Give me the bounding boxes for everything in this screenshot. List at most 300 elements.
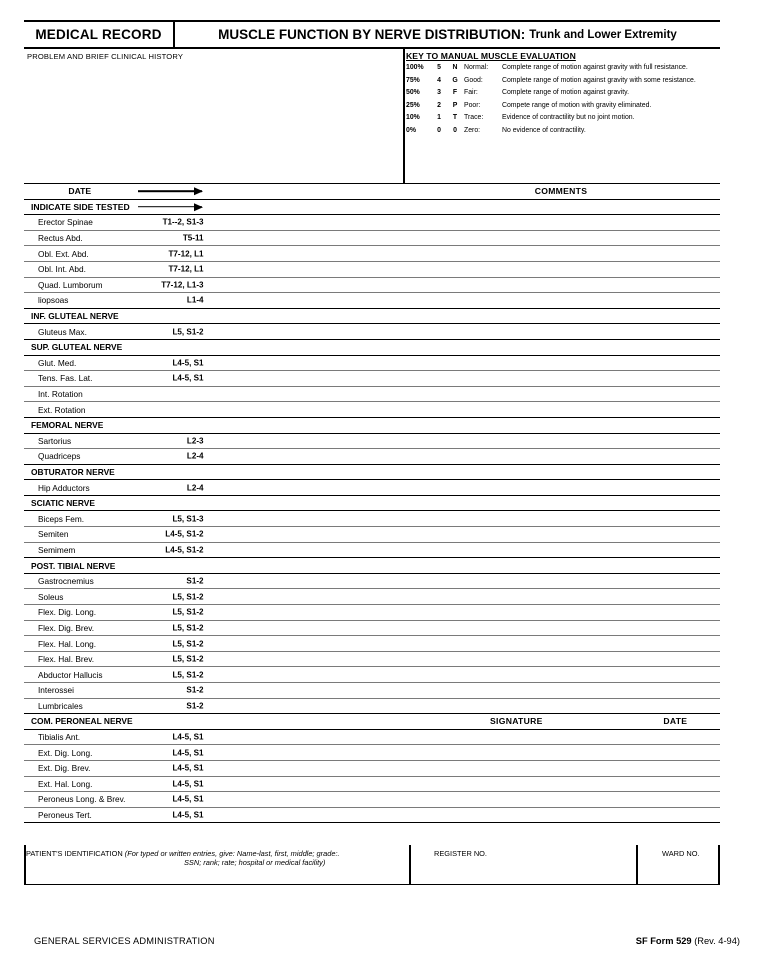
grid-cell[interactable] bbox=[370, 277, 402, 293]
grid-cell[interactable] bbox=[242, 402, 274, 418]
grid-cell[interactable] bbox=[274, 558, 306, 574]
grid-cell[interactable] bbox=[306, 792, 338, 808]
grid-cell[interactable] bbox=[242, 760, 274, 776]
grid-cell[interactable] bbox=[242, 215, 274, 231]
comments-area-cell[interactable] bbox=[402, 371, 720, 387]
grid-cell[interactable] bbox=[274, 386, 306, 402]
grid-cell[interactable] bbox=[210, 277, 242, 293]
grid-cell[interactable] bbox=[242, 417, 274, 433]
grid-cell[interactable] bbox=[338, 293, 370, 309]
form-title-bar bbox=[24, 20, 720, 49]
grid-cell[interactable] bbox=[370, 573, 402, 589]
grid-cell[interactable] bbox=[306, 605, 338, 621]
comments-area-cell[interactable] bbox=[402, 573, 720, 589]
grid-cell[interactable] bbox=[210, 386, 242, 402]
grid-cell[interactable] bbox=[338, 729, 370, 745]
grid-cell[interactable] bbox=[306, 464, 338, 480]
grid-cell[interactable] bbox=[210, 729, 242, 745]
grid-cell[interactable] bbox=[274, 683, 306, 699]
grid-cell[interactable] bbox=[274, 464, 306, 480]
comments-area-cell[interactable] bbox=[402, 215, 720, 231]
grid-cell[interactable] bbox=[210, 495, 242, 511]
grid-cell[interactable] bbox=[274, 776, 306, 792]
grid-cell[interactable] bbox=[338, 698, 370, 714]
grid-cell[interactable] bbox=[370, 527, 402, 543]
key-grade-name: Zero: bbox=[464, 126, 481, 134]
grid-cell[interactable] bbox=[338, 495, 370, 511]
comments-area-cell[interactable] bbox=[402, 605, 720, 621]
grid-cell[interactable] bbox=[242, 355, 274, 371]
grid-cell[interactable] bbox=[338, 386, 370, 402]
grid-cell[interactable] bbox=[274, 573, 306, 589]
grid-cell[interactable] bbox=[370, 714, 402, 730]
grid-cell[interactable] bbox=[210, 527, 242, 543]
grid-cell[interactable] bbox=[242, 714, 274, 730]
grid-cell[interactable] bbox=[210, 636, 242, 652]
grid-cell[interactable] bbox=[210, 230, 242, 246]
grid-cell[interactable] bbox=[274, 371, 306, 387]
comments-area-cell[interactable] bbox=[402, 636, 720, 652]
grid-cell[interactable] bbox=[242, 511, 274, 527]
grid-cell[interactable] bbox=[306, 714, 338, 730]
grid-cell[interactable] bbox=[338, 324, 370, 340]
grid-cell[interactable] bbox=[210, 558, 242, 574]
grid-cell[interactable] bbox=[274, 542, 306, 558]
grid-cell[interactable] bbox=[370, 386, 402, 402]
grid-cell[interactable] bbox=[274, 729, 306, 745]
grid-cell[interactable] bbox=[306, 449, 338, 465]
grid-cell[interactable] bbox=[370, 636, 402, 652]
grid-cell[interactable] bbox=[370, 417, 402, 433]
grid-cell[interactable] bbox=[242, 433, 274, 449]
comments-area-cell[interactable] bbox=[402, 527, 720, 543]
grid-cell[interactable] bbox=[338, 433, 370, 449]
grid-cell[interactable] bbox=[242, 667, 274, 683]
grid-cell[interactable] bbox=[242, 308, 274, 324]
grid-cell[interactable] bbox=[370, 760, 402, 776]
grid-cell[interactable] bbox=[210, 480, 242, 496]
grid-cell[interactable] bbox=[370, 215, 402, 231]
comments-area-cell[interactable] bbox=[402, 651, 720, 667]
grid-cell[interactable] bbox=[274, 698, 306, 714]
grid-cell[interactable] bbox=[242, 199, 274, 215]
grid-cell[interactable] bbox=[338, 402, 370, 418]
grid-cell[interactable] bbox=[210, 776, 242, 792]
row-nerve-level: S1-2 bbox=[186, 685, 204, 695]
grid-cell[interactable] bbox=[306, 683, 338, 699]
grid-cell[interactable] bbox=[306, 511, 338, 527]
grid-cell[interactable] bbox=[306, 776, 338, 792]
grid-cell[interactable] bbox=[370, 199, 402, 215]
grid-cell[interactable] bbox=[210, 698, 242, 714]
comments-area-cell[interactable] bbox=[402, 464, 720, 480]
grid-cell[interactable] bbox=[338, 464, 370, 480]
grid-cell[interactable] bbox=[210, 246, 242, 262]
grid-cell[interactable] bbox=[306, 745, 338, 761]
signature-date-entry-cell[interactable] bbox=[631, 807, 720, 823]
grid-cell[interactable] bbox=[370, 293, 402, 309]
grid-cell[interactable] bbox=[370, 433, 402, 449]
grid-cell[interactable] bbox=[210, 807, 242, 823]
grid-cell[interactable] bbox=[242, 776, 274, 792]
grid-cell[interactable] bbox=[242, 449, 274, 465]
grid-cell[interactable] bbox=[274, 293, 306, 309]
grid-cell[interactable] bbox=[370, 589, 402, 605]
grid-cell[interactable] bbox=[338, 215, 370, 231]
grid-cell[interactable] bbox=[242, 495, 274, 511]
comments-area-cell[interactable] bbox=[402, 558, 720, 574]
comments-area-cell[interactable] bbox=[402, 402, 720, 418]
grid-cell[interactable] bbox=[274, 636, 306, 652]
grid-cell[interactable] bbox=[274, 745, 306, 761]
grid-cell[interactable] bbox=[370, 620, 402, 636]
grid-cell[interactable] bbox=[306, 760, 338, 776]
grid-cell[interactable] bbox=[274, 184, 306, 200]
grid-cell[interactable] bbox=[274, 339, 306, 355]
grid-cell[interactable] bbox=[370, 667, 402, 683]
grid-cell[interactable] bbox=[338, 760, 370, 776]
grid-cell[interactable] bbox=[370, 324, 402, 340]
grid-cell[interactable] bbox=[242, 558, 274, 574]
grid-cell[interactable] bbox=[338, 308, 370, 324]
grid-cell[interactable] bbox=[210, 199, 242, 215]
grid-cell[interactable] bbox=[210, 371, 242, 387]
grid-cell[interactable] bbox=[210, 449, 242, 465]
grid-cell[interactable] bbox=[274, 511, 306, 527]
comments-area-cell[interactable] bbox=[402, 620, 720, 636]
comments-area-cell[interactable] bbox=[402, 324, 720, 340]
grid-cell[interactable] bbox=[242, 698, 274, 714]
grid-cell[interactable] bbox=[370, 308, 402, 324]
grid-cell[interactable] bbox=[338, 620, 370, 636]
grid-cell[interactable] bbox=[370, 792, 402, 808]
grid-cell[interactable] bbox=[338, 511, 370, 527]
grid-cell[interactable] bbox=[242, 589, 274, 605]
grid-cell[interactable] bbox=[210, 542, 242, 558]
grid-cell[interactable] bbox=[274, 667, 306, 683]
grid-cell[interactable] bbox=[306, 308, 338, 324]
grid-cell[interactable] bbox=[306, 230, 338, 246]
grid-cell[interactable] bbox=[274, 589, 306, 605]
grid-cell[interactable] bbox=[338, 261, 370, 277]
grid-cell[interactable] bbox=[338, 745, 370, 761]
grid-cell[interactable] bbox=[242, 339, 274, 355]
muscle-label-cell bbox=[24, 324, 210, 340]
comments-area-cell[interactable] bbox=[402, 355, 720, 371]
grid-cell[interactable] bbox=[210, 464, 242, 480]
grid-cell[interactable] bbox=[306, 698, 338, 714]
grid-cell[interactable] bbox=[306, 667, 338, 683]
grid-cell[interactable] bbox=[274, 449, 306, 465]
grid-cell[interactable] bbox=[242, 605, 274, 621]
grid-cell[interactable] bbox=[338, 683, 370, 699]
grid-cell[interactable] bbox=[242, 620, 274, 636]
grid-cell[interactable] bbox=[306, 527, 338, 543]
grid-cell[interactable] bbox=[338, 339, 370, 355]
grid-cell[interactable] bbox=[338, 449, 370, 465]
signature-entry-cell[interactable] bbox=[402, 760, 631, 776]
grid-cell[interactable] bbox=[306, 261, 338, 277]
grid-cell[interactable] bbox=[274, 480, 306, 496]
grid-cell[interactable] bbox=[338, 417, 370, 433]
grid-cell[interactable] bbox=[306, 293, 338, 309]
grid-cell[interactable] bbox=[210, 683, 242, 699]
grid-cell[interactable] bbox=[306, 433, 338, 449]
nerve-label-cell bbox=[24, 308, 210, 324]
grid-cell[interactable] bbox=[274, 402, 306, 418]
grid-cell[interactable] bbox=[370, 495, 402, 511]
grid-cell[interactable] bbox=[242, 324, 274, 340]
comments-area-cell[interactable] bbox=[402, 339, 720, 355]
row-name: Peroneus Long. & Brev. bbox=[38, 794, 126, 805]
grid-cell[interactable] bbox=[370, 745, 402, 761]
grid-cell[interactable] bbox=[370, 464, 402, 480]
grid-cell[interactable] bbox=[210, 605, 242, 621]
grid-cell[interactable] bbox=[306, 480, 338, 496]
comments-area-cell[interactable] bbox=[402, 683, 720, 699]
grid-cell[interactable] bbox=[306, 386, 338, 402]
grid-cell[interactable] bbox=[370, 511, 402, 527]
grid-cell[interactable] bbox=[338, 792, 370, 808]
grid-cell[interactable] bbox=[210, 760, 242, 776]
grid-cell[interactable] bbox=[274, 433, 306, 449]
comments-area-cell[interactable] bbox=[402, 495, 720, 511]
grid-cell[interactable] bbox=[210, 792, 242, 808]
grid-cell[interactable] bbox=[370, 776, 402, 792]
grid-cell[interactable] bbox=[306, 542, 338, 558]
grid-cell[interactable] bbox=[210, 402, 242, 418]
grid-cell[interactable] bbox=[338, 807, 370, 823]
grid-cell[interactable] bbox=[338, 277, 370, 293]
grid-cell[interactable] bbox=[210, 573, 242, 589]
grid-cell[interactable] bbox=[210, 651, 242, 667]
grid-cell[interactable] bbox=[274, 760, 306, 776]
grid-cell[interactable] bbox=[242, 792, 274, 808]
grid-cell[interactable] bbox=[242, 527, 274, 543]
grid-cell[interactable] bbox=[306, 355, 338, 371]
grid-cell[interactable] bbox=[338, 636, 370, 652]
signature-date-entry-cell[interactable] bbox=[631, 776, 720, 792]
grid-cell[interactable] bbox=[306, 246, 338, 262]
grid-cell[interactable] bbox=[370, 371, 402, 387]
grid-cell[interactable] bbox=[370, 402, 402, 418]
signature-entry-cell[interactable] bbox=[402, 729, 631, 745]
comments-area-cell[interactable] bbox=[402, 449, 720, 465]
grid-cell[interactable] bbox=[370, 230, 402, 246]
comments-area-cell[interactable] bbox=[402, 386, 720, 402]
grid-cell[interactable] bbox=[242, 542, 274, 558]
grid-cell[interactable] bbox=[274, 324, 306, 340]
grid-cell[interactable] bbox=[242, 807, 274, 823]
grid-cell[interactable] bbox=[274, 651, 306, 667]
grid-cell[interactable] bbox=[274, 199, 306, 215]
grid-cell[interactable] bbox=[338, 776, 370, 792]
grid-cell[interactable] bbox=[210, 511, 242, 527]
comments-area-cell[interactable] bbox=[402, 230, 720, 246]
grid-cell[interactable] bbox=[274, 261, 306, 277]
grid-cell[interactable] bbox=[306, 807, 338, 823]
grid-cell[interactable] bbox=[338, 558, 370, 574]
grid-cell[interactable] bbox=[242, 745, 274, 761]
signature-entry-cell[interactable] bbox=[402, 792, 631, 808]
grid-cell[interactable] bbox=[242, 293, 274, 309]
grid-cell[interactable] bbox=[306, 402, 338, 418]
grid-cell[interactable] bbox=[242, 464, 274, 480]
grid-cell[interactable] bbox=[338, 542, 370, 558]
comments-area-cell[interactable] bbox=[402, 199, 720, 215]
grid-cell[interactable] bbox=[370, 184, 402, 200]
grid-cell[interactable] bbox=[370, 355, 402, 371]
grid-cell[interactable] bbox=[370, 807, 402, 823]
grid-cell[interactable] bbox=[338, 355, 370, 371]
grid-cell[interactable] bbox=[338, 199, 370, 215]
grid-cell[interactable] bbox=[306, 184, 338, 200]
grid-cell[interactable] bbox=[306, 199, 338, 215]
grid-cell[interactable] bbox=[274, 246, 306, 262]
comments-area-cell[interactable] bbox=[402, 293, 720, 309]
grid-cell[interactable] bbox=[338, 230, 370, 246]
comments-area-cell[interactable] bbox=[402, 698, 720, 714]
grid-cell[interactable] bbox=[242, 184, 274, 200]
grid-cell[interactable] bbox=[306, 371, 338, 387]
grid-cell[interactable] bbox=[242, 651, 274, 667]
grid-cell[interactable] bbox=[370, 558, 402, 574]
grid-cell[interactable] bbox=[210, 215, 242, 231]
comments-area-cell[interactable] bbox=[402, 246, 720, 262]
grid-cell[interactable] bbox=[370, 651, 402, 667]
grid-cell[interactable] bbox=[210, 433, 242, 449]
grid-cell[interactable] bbox=[242, 683, 274, 699]
grid-cell[interactable] bbox=[338, 184, 370, 200]
row-name: OBTURATOR NERVE bbox=[31, 466, 115, 477]
grid-cell[interactable] bbox=[306, 636, 338, 652]
grid-cell[interactable] bbox=[210, 667, 242, 683]
grid-cell[interactable] bbox=[306, 651, 338, 667]
grid-cell[interactable] bbox=[338, 667, 370, 683]
grid-cell[interactable] bbox=[274, 308, 306, 324]
grid-cell[interactable] bbox=[274, 620, 306, 636]
grid-cell[interactable] bbox=[370, 605, 402, 621]
grid-cell[interactable] bbox=[370, 339, 402, 355]
grid-cell[interactable] bbox=[242, 480, 274, 496]
grid-cell[interactable] bbox=[210, 324, 242, 340]
grid-cell[interactable] bbox=[338, 714, 370, 730]
row-name: Tens. Fas. Lat. bbox=[38, 373, 93, 384]
grid-cell[interactable] bbox=[242, 230, 274, 246]
grid-cell[interactable] bbox=[338, 573, 370, 589]
grid-cell[interactable] bbox=[242, 729, 274, 745]
grid-cell[interactable] bbox=[306, 558, 338, 574]
grid-cell[interactable] bbox=[274, 230, 306, 246]
grid-cell[interactable] bbox=[338, 480, 370, 496]
signature-date-entry-cell[interactable] bbox=[631, 760, 720, 776]
grid-cell[interactable] bbox=[210, 589, 242, 605]
grid-cell[interactable] bbox=[370, 261, 402, 277]
grid-cell[interactable] bbox=[210, 308, 242, 324]
grid-cell[interactable] bbox=[370, 683, 402, 699]
grid-cell[interactable] bbox=[210, 620, 242, 636]
grid-cell[interactable] bbox=[274, 714, 306, 730]
grid-cell[interactable] bbox=[306, 589, 338, 605]
comments-area-cell[interactable] bbox=[402, 277, 720, 293]
grid-cell[interactable] bbox=[242, 261, 274, 277]
grid-cell[interactable] bbox=[274, 527, 306, 543]
grid-cell[interactable] bbox=[242, 371, 274, 387]
grid-cell[interactable] bbox=[306, 573, 338, 589]
grid-cell[interactable] bbox=[370, 449, 402, 465]
grid-cell[interactable] bbox=[274, 605, 306, 621]
grid-cell[interactable] bbox=[370, 542, 402, 558]
signature-date-entry-cell[interactable] bbox=[631, 792, 720, 808]
grid-cell[interactable] bbox=[306, 495, 338, 511]
grid-cell[interactable] bbox=[242, 636, 274, 652]
grid-cell[interactable] bbox=[274, 495, 306, 511]
grid-cell[interactable] bbox=[306, 417, 338, 433]
grid-cell[interactable] bbox=[370, 246, 402, 262]
grid-cell[interactable] bbox=[210, 184, 242, 200]
grid-cell[interactable] bbox=[338, 651, 370, 667]
grid-cell[interactable] bbox=[274, 355, 306, 371]
grid-cell[interactable] bbox=[210, 339, 242, 355]
comments-area-cell[interactable] bbox=[402, 667, 720, 683]
grid-cell[interactable] bbox=[338, 605, 370, 621]
grid-cell[interactable] bbox=[370, 480, 402, 496]
grid-cell[interactable] bbox=[210, 417, 242, 433]
grid-cell[interactable] bbox=[274, 807, 306, 823]
grid-cell[interactable] bbox=[242, 573, 274, 589]
grid-cell[interactable] bbox=[274, 215, 306, 231]
grid-cell[interactable] bbox=[306, 729, 338, 745]
comments-area-cell[interactable] bbox=[402, 511, 720, 527]
grid-cell[interactable] bbox=[306, 620, 338, 636]
grid-cell[interactable] bbox=[274, 277, 306, 293]
grid-cell[interactable] bbox=[306, 277, 338, 293]
form-revision: (Rev. 4-94) bbox=[694, 936, 740, 946]
grid-cell[interactable] bbox=[242, 277, 274, 293]
comments-area-cell[interactable] bbox=[402, 261, 720, 277]
signature-date-entry-cell[interactable] bbox=[631, 745, 720, 761]
signature-entry-cell[interactable] bbox=[402, 807, 631, 823]
grid-cell[interactable] bbox=[306, 339, 338, 355]
grid-cell[interactable] bbox=[242, 386, 274, 402]
signature-date-entry-cell[interactable] bbox=[631, 729, 720, 745]
grid-cell[interactable] bbox=[306, 324, 338, 340]
grid-cell[interactable] bbox=[306, 215, 338, 231]
grid-cell[interactable] bbox=[274, 792, 306, 808]
grid-cell[interactable] bbox=[210, 714, 242, 730]
grid-cell[interactable] bbox=[370, 698, 402, 714]
comments-area-cell[interactable] bbox=[402, 308, 720, 324]
grid-cell[interactable] bbox=[338, 589, 370, 605]
grid-cell[interactable] bbox=[370, 729, 402, 745]
comments-area-cell[interactable] bbox=[402, 417, 720, 433]
comments-area-cell[interactable] bbox=[402, 589, 720, 605]
grid-cell[interactable] bbox=[338, 246, 370, 262]
grid-cell[interactable] bbox=[338, 371, 370, 387]
grid-cell[interactable] bbox=[210, 355, 242, 371]
grid-cell[interactable] bbox=[338, 527, 370, 543]
signature-entry-cell[interactable] bbox=[402, 745, 631, 761]
grid-cell[interactable] bbox=[274, 417, 306, 433]
comments-area-cell[interactable] bbox=[402, 480, 720, 496]
comments-area-cell[interactable] bbox=[402, 433, 720, 449]
grid-cell[interactable] bbox=[210, 261, 242, 277]
signature-entry-cell[interactable] bbox=[402, 776, 631, 792]
grid-cell[interactable] bbox=[242, 246, 274, 262]
grid-cell[interactable] bbox=[210, 293, 242, 309]
comments-area-cell[interactable] bbox=[402, 542, 720, 558]
grid-cell[interactable] bbox=[210, 745, 242, 761]
